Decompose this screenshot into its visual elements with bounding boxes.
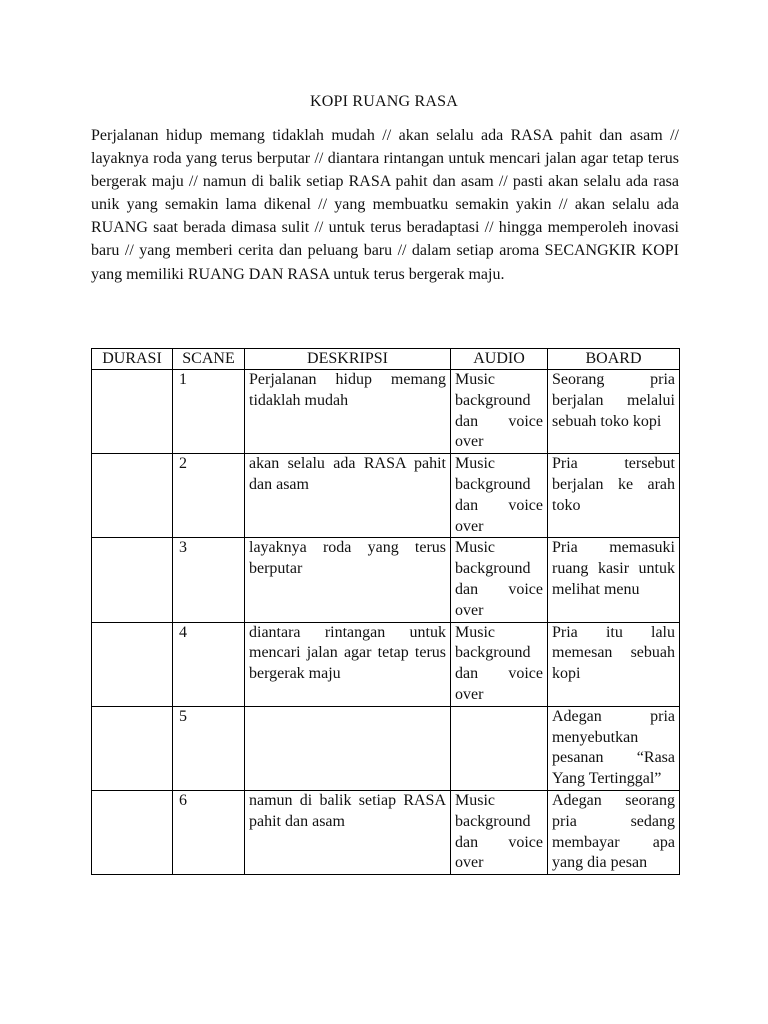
table-row — [92, 790, 680, 874]
cell-deskripsi: diantara rintangan untuk mencari jalan agar tetap terus bergerak maju — [245, 622, 451, 706]
cell-deskripsi: akan selalu ada RASA pahit dan asam — [245, 454, 451, 538]
cell-audio — [451, 706, 548, 790]
cell-scane: 4 — [173, 622, 245, 706]
header-durasi: DURASI — [92, 349, 173, 370]
cell-scane: 1 — [173, 370, 245, 454]
header-audio: AUDIO — [451, 349, 548, 370]
cell-durasi — [92, 706, 173, 790]
cell-board: Pria itu lalu memesan sebuah kopi — [548, 622, 680, 706]
cell-board: Adegan seorang pria sedang membayar apa yang dia pesan — [548, 790, 680, 874]
cell-scane: 2 — [173, 454, 245, 538]
table-row — [92, 370, 680, 454]
header-scane: SCANE — [173, 349, 245, 370]
cell-audio: Music background dan voice over — [451, 454, 548, 538]
table-row — [92, 538, 680, 622]
narration-paragraph: Perjalanan hidup memang tidaklah mudah // akan selalu ada RASA pahit dan asam // layaknya roda yang terus berputar // diantara rintangan untuk mencari jalan agar tetap terus bergerak maju // namun di balik setiap RASA pahit dan asam // pasti akan selalu ada rasa unik yang semakin lama dikenal // yang membuatku semakin yakin // akan selalu ada RUANG saat berada dimasa sulit // untuk terus beradaptasi // hingga memperoleh inovasi baru // yang memberi cerita dan peluang baru // dalam setiap aroma SECANGKIR KOPI yang memiliki RUANG DAN RASA untuk terus bergerak maju. — [91, 127, 679, 283]
cell-deskripsi — [245, 706, 451, 790]
cell-audio: Music background dan voice over — [451, 790, 548, 874]
cell-board: Pria memasuki ruang kasir untuk melihat menu — [548, 538, 680, 622]
table-header-row — [92, 349, 680, 370]
table-row — [92, 454, 680, 538]
cell-audio: Music background dan voice over — [451, 370, 548, 454]
cell-scane: 5 — [173, 706, 245, 790]
cell-scane: 6 — [173, 790, 245, 874]
table-row — [92, 706, 680, 790]
cell-durasi — [92, 622, 173, 706]
cell-board: Seorang pria berjalan melalui sebuah toko kopi — [548, 370, 680, 454]
cell-deskripsi: Perjalanan hidup memang tidaklah mudah — [245, 370, 451, 454]
cell-durasi — [92, 370, 173, 454]
cell-board: Pria tersebut berjalan ke arah toko — [548, 454, 680, 538]
cell-durasi — [92, 454, 173, 538]
storyboard-table — [91, 348, 680, 875]
cell-deskripsi: namun di balik setiap RASA pahit dan asam — [245, 790, 451, 874]
cell-durasi — [92, 790, 173, 874]
cell-scane: 3 — [173, 538, 245, 622]
cell-durasi — [92, 538, 173, 622]
cell-audio: Music background dan voice over — [451, 622, 548, 706]
cell-deskripsi: layaknya roda yang terus berputar — [245, 538, 451, 622]
cell-board: Adegan pria menyebutkan pesanan “Rasa Yang Tertinggal” — [548, 706, 680, 790]
header-deskripsi: DESKRIPSI — [245, 349, 451, 370]
document-title: KOPI RUANG RASA — [310, 93, 458, 110]
table-row — [92, 622, 680, 706]
cell-audio: Music background dan voice over — [451, 538, 548, 622]
header-board: BOARD — [548, 349, 680, 370]
